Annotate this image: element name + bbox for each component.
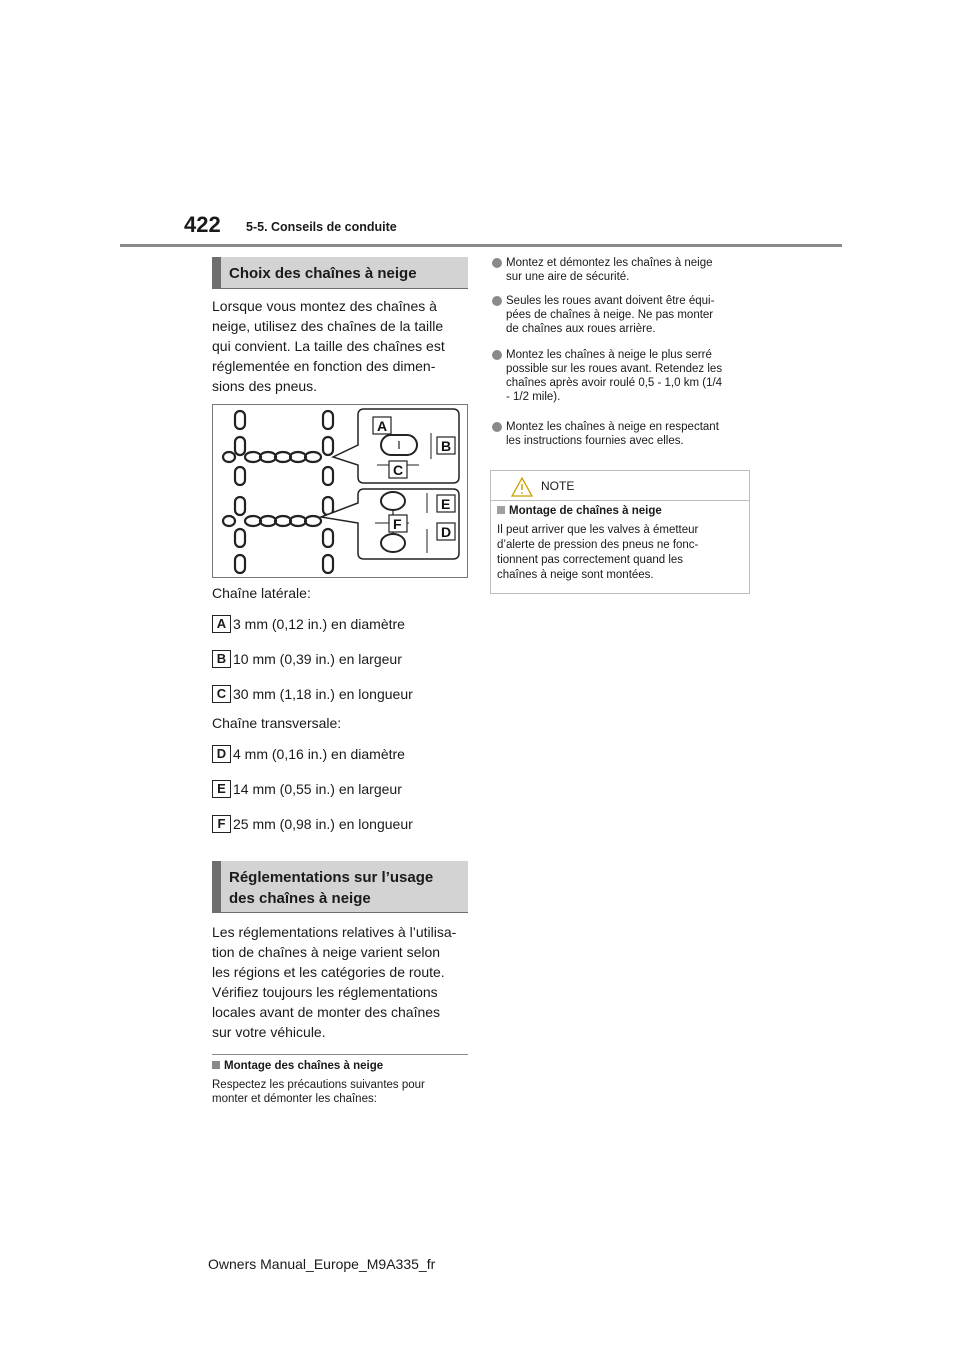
diagram-label-e: E [441, 496, 451, 512]
note-text-line: chaînes à neige sont montées. [497, 569, 654, 581]
mount-text-line: monter et démonter les chaînes: [212, 1093, 377, 1105]
mount-subheading-text: Montage des chaînes à neige [224, 1060, 384, 1072]
letter-b: B [212, 650, 231, 668]
cross-item-e [212, 779, 402, 799]
regulations-line: Vérifiez toujours les réglementations [212, 984, 438, 1000]
mount-subheading [212, 1060, 383, 1072]
cross-item-text: 25 mm (0,98 in.) en longueur [233, 816, 413, 832]
bullet-line: pées de chaînes à neige. Ne pas monter [506, 309, 714, 321]
side-item-text: 10 mm (0,39 in.) en largeur [233, 651, 402, 667]
side-chain-title: Chaîne latérale: [212, 585, 311, 601]
heading-chain-choice [212, 257, 468, 289]
intro-paragraph [212, 296, 472, 396]
bullet-item [492, 256, 752, 284]
diagram-label-b: B [441, 438, 452, 454]
bullet-dot-icon [492, 350, 502, 360]
footer-text: Owners Manual_Europe_M9A335_fr [208, 1256, 436, 1272]
header-divider [120, 244, 842, 247]
mount-text [212, 1078, 425, 1106]
letter-e: E [212, 780, 231, 798]
regulations-line: Les réglementations relatives à l’utilisa- [212, 924, 457, 940]
bullet-item [492, 348, 752, 404]
side-item-text: 30 mm (1,18 in.) en longueur [233, 686, 413, 702]
cross-item-text: 14 mm (0,55 in.) en largeur [233, 781, 402, 797]
letter-a: A [212, 615, 231, 633]
bullet-line: Montez les chaînes à neige le plus serré [506, 349, 712, 361]
diagram-label-a: A [377, 418, 388, 434]
heading-regulations [212, 861, 468, 913]
heading-chain-choice-text: Choix des chaînes à neige [229, 265, 417, 282]
intro-line: sions des pneus. [212, 378, 318, 394]
note-title: NOTE [541, 479, 575, 493]
bullet-line: Montez et démontez les chaînes à neige [506, 257, 713, 269]
bullet-line: de chaînes aux roues arrière. [506, 323, 656, 335]
warning-triangle-icon [511, 477, 533, 497]
bullet-line: possible sur les roues avant. Retendez les [506, 363, 723, 375]
bullet-line: - 1/2 mile). [506, 391, 561, 403]
side-item-a [212, 614, 405, 634]
note-box [490, 470, 750, 594]
bullet-line: sur une aire de sécurité. [506, 271, 630, 283]
snow-chain-illustration [213, 405, 467, 577]
cross-chain-title: Chaîne transversale: [212, 715, 342, 731]
bullet-line: chaînes après avoir roulé 0,5 - 1,0 km (1/4 [506, 377, 723, 389]
intro-line: Lorsque vous montez des chaînes à [212, 298, 437, 314]
regulations-line: tion de chaînes à neige varient selon [212, 944, 441, 960]
snow-chain-diagram [212, 404, 468, 578]
regulations-line: les régions et les catégories de route. [212, 964, 445, 980]
diagram-label-f: F [393, 516, 402, 532]
heading-regulations-line: des chaînes à neige [229, 890, 371, 907]
square-bullet-icon [497, 506, 505, 514]
square-bullet-icon [212, 1061, 220, 1069]
bullet-dot-icon [492, 422, 502, 432]
bullet-line: les instructions fournies avec elles. [506, 435, 684, 447]
bullet-line: Seules les roues avant doivent être équi- [506, 295, 715, 307]
note-subheading-text: Montage de chaînes à neige [509, 505, 662, 517]
bullet-line: Montez les chaînes à neige en respectant [506, 421, 719, 433]
cross-item-d [212, 744, 405, 764]
mount-text-line: Respectez les précautions suivantes pour [212, 1079, 425, 1091]
side-item-text: 3 mm (0,12 in.) en diamètre [233, 616, 405, 632]
letter-c: C [212, 685, 231, 703]
note-text-line: Il peut arriver que les valves à émetteur [497, 524, 699, 536]
subsection-divider [212, 1054, 468, 1055]
letter-d: D [212, 745, 231, 763]
side-item-c [212, 684, 413, 704]
heading-regulations-line: Réglementations sur l’usage [229, 869, 434, 886]
cross-item-f [212, 814, 413, 834]
side-item-b [212, 649, 402, 669]
bullet-dot-icon [492, 258, 502, 268]
regulations-line: sur votre véhicule. [212, 1024, 326, 1040]
note-header [491, 471, 749, 501]
note-text-line: tionnent pas correctement quand les [497, 554, 684, 566]
bullet-item [492, 420, 752, 448]
note-subheading [497, 505, 662, 517]
diagram-label-c: C [393, 462, 404, 478]
regulations-line: locales avant de monter des chaînes [212, 1004, 441, 1020]
page-number: 422 [184, 212, 221, 237]
bullet-item [492, 294, 752, 336]
note-text [497, 523, 747, 583]
intro-line: qui convient. La taille des chaînes est [212, 338, 445, 354]
letter-f: F [212, 815, 231, 833]
note-text-line: d’alerte de pression des pneus ne fonc- [497, 539, 699, 551]
intro-line: réglementée en fonction des dimen- [212, 358, 436, 374]
bullet-dot-icon [492, 296, 502, 306]
intro-line: neige, utilisez des chaînes de la taille [212, 318, 444, 334]
cross-item-text: 4 mm (0,16 in.) en diamètre [233, 746, 405, 762]
diagram-label-d: D [441, 524, 452, 540]
section-title: 5-5. Conseils de conduite [246, 220, 397, 234]
regulations-paragraph [212, 922, 472, 1042]
